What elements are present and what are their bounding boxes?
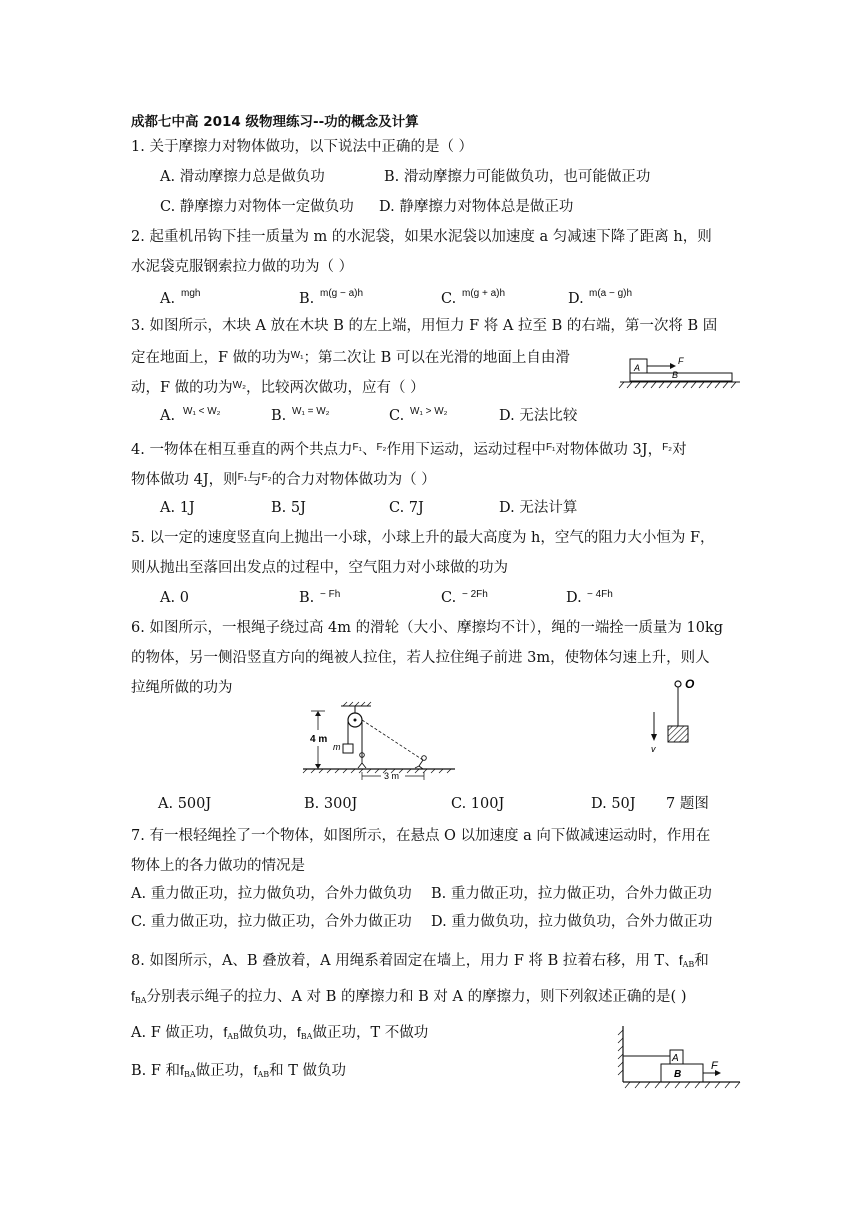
q2-option-a-label: A. (160, 291, 176, 307)
q6-option-c: C. 100J (451, 796, 505, 812)
q2-option-b-label: B. (299, 291, 315, 307)
q1-stem: 1. 关于摩擦力对物体做功，以下说法中正确的是（ ） (131, 139, 474, 155)
q1-option-c: C. 静摩擦力对物体一定做负功 (160, 199, 354, 215)
q3-line2-b: ；第二次让 B 可以在光滑的地面上自由滑 (303, 350, 570, 366)
q8-option-a-a: A. F 做正功， (131, 1025, 224, 1041)
q4-line1-a: 4. 一物体在相互垂直的两个共点力 (131, 442, 353, 458)
q4-f2c: F₂ (261, 472, 272, 483)
q8-fab-f: f (678, 952, 683, 968)
q8-option-b-c: 和 T 做负功 (269, 1063, 347, 1079)
q3-w2: W₂ (232, 380, 246, 391)
q6-fig-mass: m (333, 742, 341, 752)
q4-line1-d: 对 (672, 442, 687, 458)
q8-option-b-a: B. F 和 (131, 1063, 181, 1079)
q6-option-a: A. 500J (158, 796, 212, 812)
q2-stem-line2: 水泥袋克服钢索拉力做的功为（ ） (131, 259, 354, 275)
q6-option-b: B. 300J (304, 796, 358, 812)
q3-block-figure (612, 352, 742, 392)
q8-line1-a: 8. 如图所示，A、B 叠放着，A 用绳系着固定在墙上，用力 F 将 B 拉着右移，用 T、 (131, 953, 679, 969)
q4-line2-b: 与 (247, 472, 262, 488)
q7-figure (645, 674, 725, 754)
q5-option-c-label: C. (441, 590, 457, 606)
q2-option-b-value: m(g − a)h (320, 288, 364, 299)
q7-fig-v: v (651, 744, 656, 754)
q3-stem-line1: 3. 如图所示，木块 A 放在木块 B 的左上端，用恒力 F 将 A 拉至 B 的右端，第一次将 B 固 (131, 318, 718, 334)
q6-stem-line1: 6. 如图所示，一根绳子绕过高 4m 的滑轮（大小、摩擦均不计），绳的一端拴一质量为 10kg (131, 620, 724, 636)
q6-option-d: D. 50J (591, 796, 636, 812)
q6-fig-distance: 3 m (384, 771, 400, 781)
q7-stem-line2: 物体上的各力做功的情况是 (131, 858, 305, 874)
q8-line1-b: 和 (694, 953, 709, 969)
q4-line1-c: 对物体做功 3J， (555, 442, 663, 458)
q4-line2-a: 物体做功 4J，则 (131, 472, 238, 488)
q3-option-b-value: W₁ = W₂ (292, 406, 330, 417)
q5-option-a: A. 0 (160, 590, 189, 606)
q3-line3-a: 动，F 做的功为 (131, 380, 233, 396)
q7-stem-line1: 7. 有一根轻绳拴了一个物体，如图所示，在悬点 O 以加速度 a 向下做减速运动时，作用在 (131, 828, 711, 844)
q4-f1b: F₁ (545, 442, 556, 453)
q2-option-c-label: C. (441, 291, 457, 307)
q8-option-a-fba-sub: BA (300, 1032, 313, 1041)
q4-f2b: F₂ (662, 442, 673, 453)
q2-option-a-value: mgh (181, 288, 201, 299)
q4-option-c: C. 7J (389, 500, 424, 516)
q7-option-c: C. 重力做正功，拉力做正功，合外力做正功 (131, 914, 412, 930)
q3-option-a-value: W₁ < W₂ (183, 406, 221, 417)
q2-option-d-label: D. (568, 291, 584, 307)
q5-stem-line2: 则从抛出至落回出发点的过程中，空气阻力对小球做的功为 (131, 560, 508, 576)
q8-option-a-fba: f (296, 1024, 301, 1040)
q8-option-a-c: 做正功，T 不做功 (312, 1025, 429, 1041)
q8-block-figure (608, 1024, 748, 1092)
q6-stem-line2: 的物体，另一侧沿竖直方向的绳被人拉住，若人拉住绳子前进 3m，使物体匀速上升，则人 (131, 650, 710, 666)
q3-line3-b: ，比较两次做功，应有（ ） (246, 380, 425, 396)
q8-option-b-b: 做正功， (195, 1063, 254, 1079)
q4-option-b: B. 5J (271, 500, 306, 516)
q4-f1: F₁ (352, 442, 362, 453)
q8-fig-label-b: B (674, 1069, 682, 1080)
q5-option-d-label: D. (566, 590, 582, 606)
q8-option-a-fab: f (223, 1024, 228, 1040)
q5-option-b-label: B. (299, 590, 315, 606)
q8-fba-f: f (131, 988, 135, 1004)
q5-stem-line1: 5. 以一定的速度竖直向上抛出一小球，小球上升的最大高度为 h，空气的阻力大小恒为 F， (131, 530, 715, 546)
q8-fig-label-a: A (672, 1053, 679, 1064)
q1-option-b: B. 滑动摩擦力可能做负功，也可能做正功 (384, 169, 651, 185)
q3-fig-label-b: B (672, 370, 679, 380)
q7-option-d: D. 重力做负功，拉力做负功，合外力做正功 (431, 914, 713, 930)
q2-option-d-value: m(a − g)h (589, 288, 633, 299)
q3-option-d: D. 无法比较 (499, 408, 578, 424)
page-title: 成都七中高 2014 级物理练习--功的概念及计算 (131, 114, 419, 130)
q4-option-a: A. 1J (160, 500, 195, 516)
q4-line1-b: 作用下运动，运动过程中 (386, 442, 546, 458)
q7-option-b: B. 重力做正功，拉力做正功，合外力做正功 (431, 886, 712, 902)
q6-stem-line3: 拉绳所做的功为 (131, 680, 233, 696)
q8-option-a-fab-sub: AB (227, 1032, 239, 1041)
q8-fab-sub: AB (682, 960, 695, 969)
q3-option-c-label: C. (389, 408, 405, 424)
q4-option-d: D. 无法计算 (499, 500, 578, 516)
q6-pulley-figure (303, 702, 463, 782)
q5-option-d-value: − 4Fh (587, 589, 613, 600)
q8-option-b-fab: f (253, 1062, 258, 1078)
q8-option-a-b: 做负功， (238, 1025, 297, 1041)
q4-line2-c: 的合力对物体做功为（ ） (271, 472, 436, 488)
q7-option-a: A. 重力做正功，拉力做负功，合外力做负功 (131, 886, 412, 902)
q1-option-d: D. 静摩擦力对物体总是做正功 (379, 199, 574, 215)
q2-stem-line1: 2. 起重机吊钩下挂一质量为 m 的水泥袋，如果水泥袋以加速度 a 匀减速下降了距离 h，则 (131, 229, 712, 245)
q5-option-b-value: − Fh (320, 589, 341, 600)
q7-figure-caption: 7 题图 (666, 796, 709, 812)
q3-w1: W₁ (290, 350, 304, 361)
q8-line2: 分别表示绳子的拉力、A 对 B 的摩擦力和 B 对 A 的摩擦力，则下列叙述正确的是( ) (146, 989, 687, 1005)
q4-f2: F₂ (376, 442, 387, 453)
q8-option-b-fba: f (180, 1062, 184, 1078)
q8-option-b-fab-sub: AB (257, 1070, 270, 1079)
q8-fba-sub: BA (134, 996, 147, 1005)
q3-option-b-label: B. (271, 408, 287, 424)
q3-line2-a: 定在地面上，F 做的功为 (131, 350, 291, 366)
q3-fig-label-a: A (634, 363, 641, 373)
q7-fig-o: O (685, 677, 695, 691)
q5-option-c-value: − 2Fh (462, 589, 488, 600)
q3-option-c-value: W₁ > W₂ (410, 406, 448, 417)
q1-option-a: A. 滑动摩擦力总是做负功 (160, 169, 325, 185)
q2-option-c-value: m(g + a)h (462, 288, 506, 299)
q3-option-a-label: A. (160, 408, 176, 424)
q6-fig-height: 4 m (310, 734, 328, 745)
q8-fig-label-f: F (711, 1060, 718, 1072)
q3-fig-label-f: F (678, 356, 684, 366)
q4-f1c: F₁ (237, 472, 248, 483)
q8-option-b-fba-sub: BA (183, 1070, 196, 1079)
q4-sep: 、 (361, 442, 377, 458)
